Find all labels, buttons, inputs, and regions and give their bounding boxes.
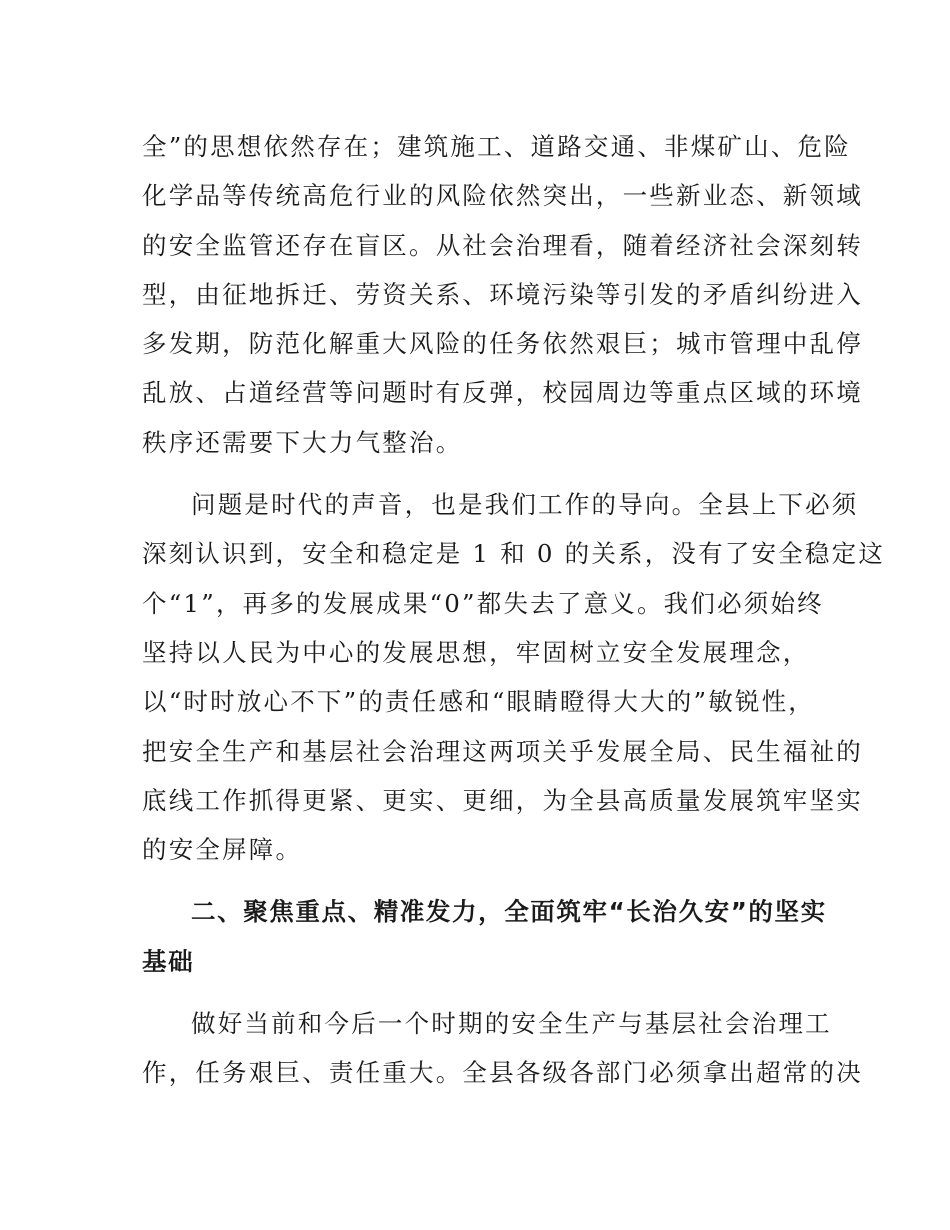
text-line: 多发期，防范化解重大风险的任务依然艰巨；城市管理中乱停 (142, 329, 863, 359)
heading-line: 基础 (142, 946, 195, 976)
text-line: 的安全屏障。 (142, 835, 303, 865)
paragraph-risk-status (142, 122, 863, 467)
text-line: 乱放、占道经营等问题时有反弹，校园周边等重点区域的环境 (142, 378, 863, 408)
text-line: 以“时时放心不下”的责任感和“眼睛瞪得大大的”敏锐性， (142, 687, 815, 717)
text-line: 作，任务艰巨、责任重大。全县各级各部门必须拿出超常的决 (142, 1058, 863, 1088)
text-line: 个“1”，再多的发展成果“0”都失去了意义。我们必须始终 (142, 588, 824, 618)
paragraph-spacer (142, 874, 812, 887)
text-line: 深刻认识到，安全和稳定是 1 和 0 的关系，没有了安全稳定这 (142, 539, 886, 569)
paragraph-spacer (142, 467, 812, 480)
text-line: 把安全生产和基层社会治理这两项关乎发展全局、民生福祉的 (142, 736, 863, 766)
text-line-first: 做好当前和今后一个时期的安全生产与基层社会治理工 (191, 1009, 832, 1039)
section-heading (142, 887, 827, 986)
paragraph-spacer (142, 986, 812, 999)
document-body (142, 122, 886, 1098)
text-line: 坚持以人民为中心的发展思想，牢固树立安全发展理念， (142, 637, 810, 667)
text-line-first: 问题是时代的声音，也是我们工作的导向。全县上下必须 (191, 490, 859, 520)
paragraph-problem-awareness (142, 480, 886, 874)
text-line: 底线工作抓得更紧、更实、更细，为全县高质量发展筑牢坚实 (142, 785, 863, 815)
text-line: 型，由征地拆迁、劳资关系、环境污染等引发的矛盾纠纷进入 (142, 279, 863, 309)
text-line: 秩序还需要下大力气整治。 (142, 427, 463, 457)
text-line: 全”的思想依然存在；建筑施工、道路交通、非煤矿山、危险 (142, 132, 851, 161)
text-line: 的安全监管还存在盲区。从社会治理看，随着经济社会深刻转 (142, 230, 863, 260)
paragraph-work-tasks (142, 999, 863, 1098)
heading-line-first: 二、聚焦重点、精准发力，全面筑牢“长治久安”的坚实 (191, 897, 827, 927)
text-line: 化学品等传统高危行业的风险依然突出，一些新业态、新领域 (142, 181, 863, 211)
